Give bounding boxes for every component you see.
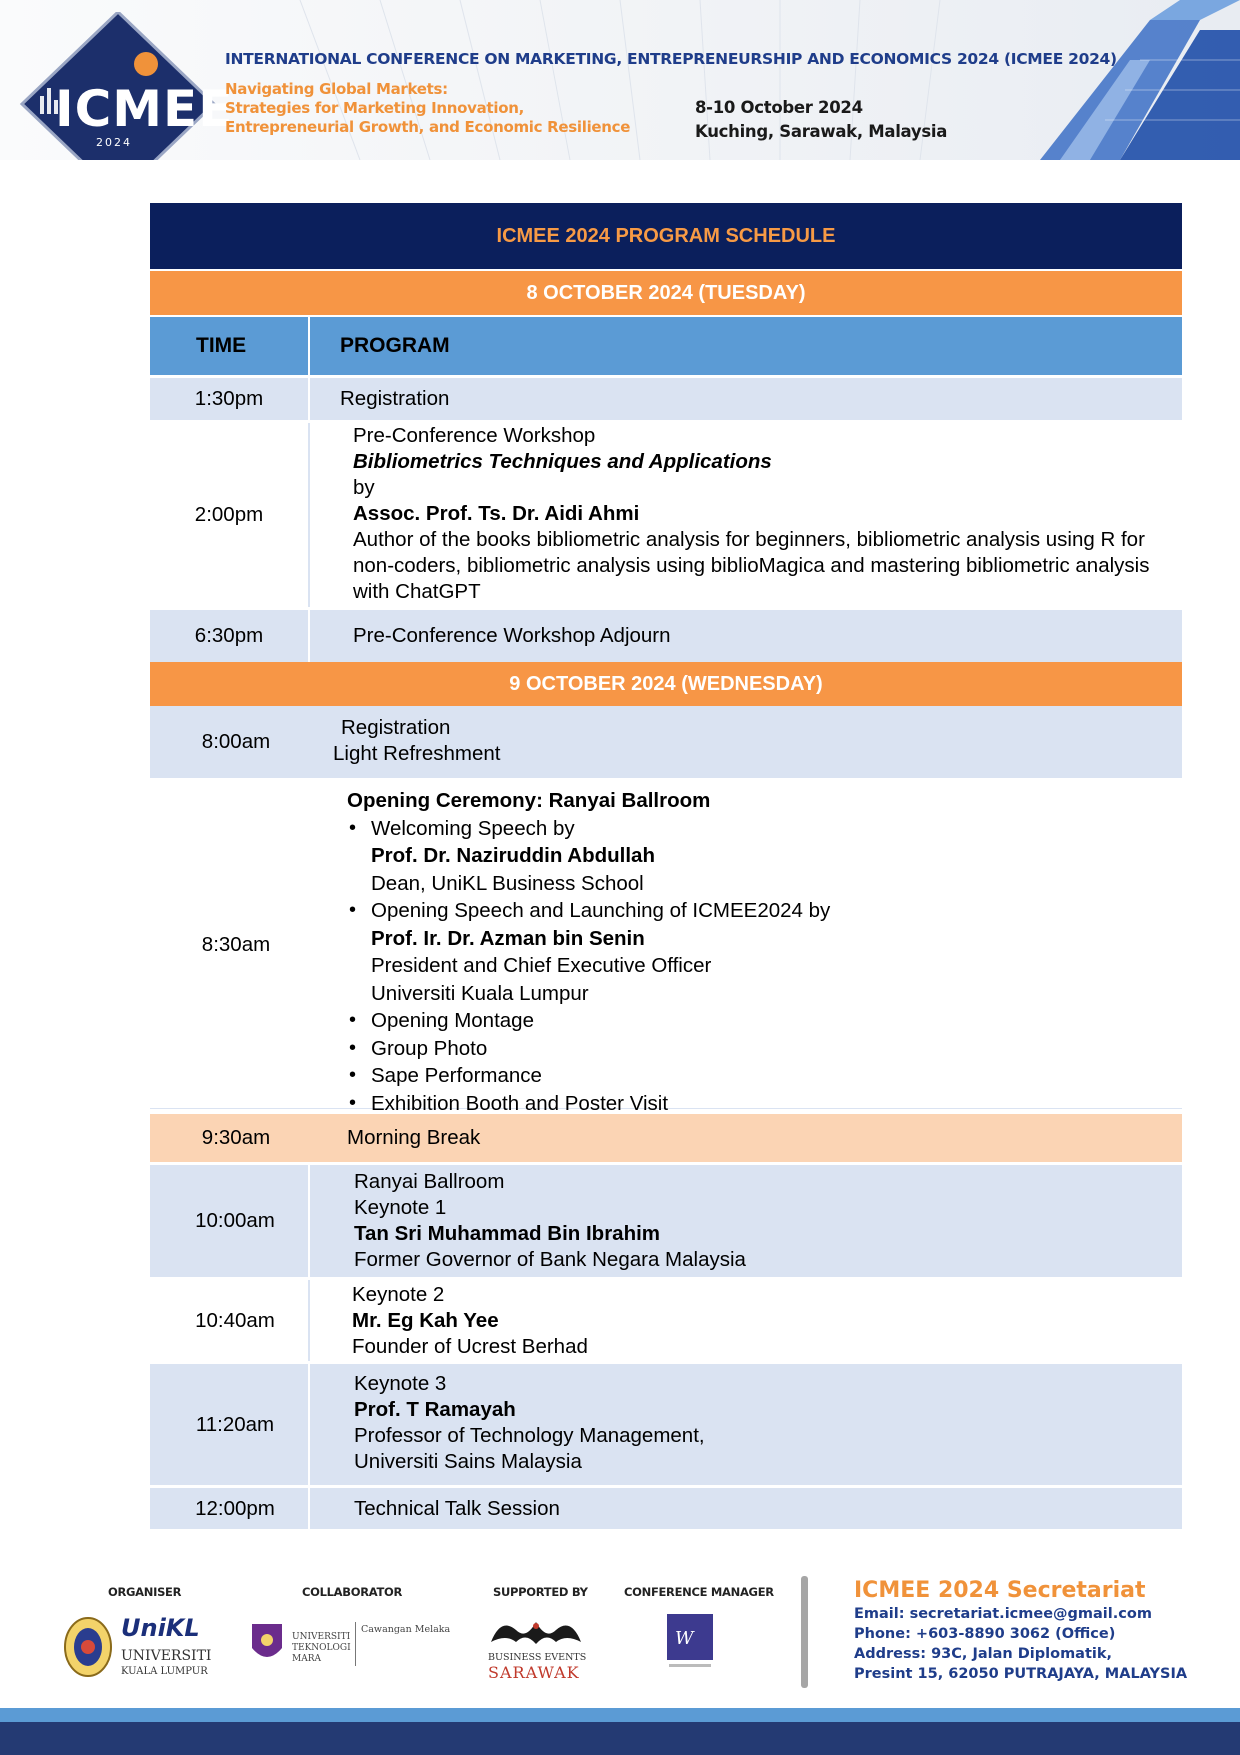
row-program	[310, 1364, 1182, 1485]
secretariat-title: ICMEE 2024 Secretariat	[854, 1578, 1146, 1603]
list-item: • Exhibition Booth and Poster Visit	[371, 1090, 1162, 1118]
row-time: 12:00pm	[150, 1488, 310, 1529]
conference-header	[0, 0, 1240, 160]
logo-year: 2024	[96, 136, 132, 149]
conference-manager-logo-icon	[665, 1612, 715, 1670]
program-line: Registration	[341, 716, 451, 739]
secretariat-address-line1: Address: 93C, Jalan Diplomatik,	[854, 1646, 1113, 1662]
conference-manager-label: CONFERENCE MANAGER	[624, 1585, 774, 1599]
theme-line-3: Entrepreneurial Growth, and Economic Resilience	[225, 118, 631, 136]
opening-ceremony-heading: Opening Ceremony: Ranyai Ballroom	[347, 789, 711, 812]
theme-line-2: Strategies for Marketing Innovation,	[225, 99, 524, 117]
speaker-role: Former Governor of Bank Negara Malaysia	[354, 1248, 746, 1271]
program-line: Ranyai Ballroom	[354, 1170, 505, 1193]
workshop-title: Bibliometrics Techniques and Applications	[353, 450, 772, 473]
row-program	[310, 1165, 1182, 1277]
bes-line1: BUSINESS EVENTS	[488, 1652, 587, 1663]
secretariat-email: Email: secretariat.icmee@gmail.com	[854, 1606, 1152, 1622]
table-row	[150, 1361, 1182, 1485]
row-program: Technical Talk Session	[354, 1496, 560, 1520]
day-band-wednesday: 9 OCTOBER 2024 (WEDNESDAY)	[150, 662, 1182, 706]
speaker-role: President and Chief Executive Officer	[371, 954, 712, 977]
opening-ceremony-list	[347, 815, 1162, 1118]
logo-divider	[355, 1622, 356, 1666]
secretariat-address-line2: Presint 15, 62050 PUTRAJAYA, MALAYSIA	[854, 1666, 1188, 1682]
program-line: Keynote 3	[354, 1372, 447, 1395]
program-line: Light Refreshment	[333, 742, 501, 765]
day-band-tuesday: 8 OCTOBER 2024 (TUESDAY)	[150, 269, 1182, 315]
speaker-name: Prof. Dr. Naziruddin Abdullah	[371, 844, 655, 867]
uitm-name-line1: UNIVERSITI	[292, 1632, 351, 1642]
speaker-name: Tan Sri Muhammad Bin Ibrahim	[354, 1222, 661, 1245]
schedule-title: ICMEE 2024 PROGRAM SCHEDULE	[150, 203, 1182, 269]
row-time: 2:00pm	[150, 423, 310, 607]
uitm-name-line3: MARA	[292, 1654, 321, 1664]
theme-line-1: Navigating Global Markets:	[225, 80, 448, 98]
list-item: • Group Photo	[371, 1035, 1162, 1063]
table-row	[150, 375, 1182, 420]
list-item: • Welcoming Speech by	[371, 815, 1162, 843]
column-header-row	[150, 315, 1182, 375]
conference-title: INTERNATIONAL CONFERENCE ON MARKETING, ENTREPRENEURSHIP AND ECONOMICS 2024 (ICMEE 2024)	[225, 50, 1117, 68]
row-time: 10:00am	[150, 1165, 310, 1277]
uitm-name-line2: TEKNOLOGI	[292, 1643, 351, 1653]
table-row	[150, 420, 1182, 607]
speaker-role: Founder of Ucrest Berhad	[352, 1335, 588, 1358]
table-row	[150, 1162, 1182, 1277]
collaborator-label: COLLABORATOR	[302, 1585, 403, 1599]
uitm-branch: Cawangan Melaka	[361, 1624, 451, 1635]
table-row	[150, 1277, 1182, 1361]
row-time: 9:30am	[201, 1126, 271, 1149]
speaker-name: Prof. T Ramayah	[354, 1398, 516, 1421]
list-item: • Sape Performance	[371, 1062, 1162, 1090]
business-events-sarawak-logo	[482, 1612, 592, 1682]
list-item: • Opening Montage	[371, 1007, 1162, 1035]
row-time: 11:20am	[150, 1364, 310, 1485]
row-time: 6:30pm	[150, 610, 310, 662]
row-program: Registration	[340, 387, 450, 410]
program-line: Keynote 2	[352, 1283, 445, 1306]
svg-text:W: W	[675, 1628, 694, 1649]
table-row	[150, 706, 1182, 778]
footer-bar-light	[0, 1708, 1240, 1722]
row-program	[310, 1280, 1182, 1361]
conference-date-range: 8-10 October 2024	[695, 98, 863, 117]
row-program: Morning Break	[347, 1126, 481, 1149]
footer-divider	[801, 1576, 808, 1688]
conference-dates	[695, 96, 947, 144]
speaker-role: Dean, UniKL Business School	[371, 871, 644, 895]
unikl-logo	[63, 1612, 223, 1682]
row-program: Pre-Conference Workshop Adjourn	[353, 624, 671, 647]
row-program	[310, 706, 1182, 778]
sarawak-motif-icon	[486, 1612, 586, 1648]
table-row	[150, 778, 1182, 1115]
speaker-role: Professor of Technology Management,	[354, 1424, 705, 1447]
unikl-wordmark: UniKL	[121, 1614, 200, 1642]
bes-line2: SARAWAK	[488, 1663, 580, 1682]
table-row	[150, 607, 1182, 662]
row-program	[310, 781, 1182, 1115]
column-header-time: TIME	[150, 317, 310, 375]
speaker-name: Assoc. Prof. Ts. Dr. Aidi Ahmi	[353, 502, 640, 525]
speaker-name: Prof. Ir. Dr. Azman bin Senin	[371, 926, 645, 950]
secretariat-phone: Phone: +603-8890 3062 (Office)	[854, 1626, 1116, 1642]
program-line: Pre-Conference Workshop	[353, 424, 596, 447]
row-time: 10:40am	[150, 1280, 310, 1361]
row-time: 1:30pm	[150, 378, 310, 420]
unikl-name-line1: UNIVERSITI	[121, 1648, 212, 1664]
header-building-graphic-icon	[1000, 0, 1240, 160]
uitm-crest-icon	[250, 1622, 284, 1666]
speaker-role: Universiti Sains Malaysia	[354, 1450, 582, 1473]
program-schedule-table	[150, 203, 1182, 1529]
column-header-program: PROGRAM	[340, 334, 450, 357]
conference-theme	[225, 80, 630, 137]
row-time: 8:00am	[201, 730, 271, 753]
logo-text: ICMEE	[55, 80, 234, 138]
program-line: Keynote 1	[354, 1196, 447, 1219]
program-line: by	[353, 476, 375, 499]
list-item: • Opening Speech and Launching of ICMEE2024 by	[371, 897, 1162, 925]
conference-location: Kuching, Sarawak, Malaysia	[695, 122, 948, 141]
footer-bar-dark	[0, 1722, 1240, 1755]
speaker-description: Author of the books bibliometric analysis for beginners, bibliometric analysis using R for non-coders, bibliometric analysis using biblioMagica and mastering bibliometric analysis with ChatGPT	[353, 528, 1150, 603]
row-time: 8:30am	[201, 932, 271, 956]
speaker-role: Universiti Kuala Lumpur	[371, 981, 589, 1005]
row-program	[310, 423, 1182, 607]
organiser-label: ORGANISER	[108, 1585, 182, 1599]
uitm-logo	[250, 1618, 450, 1678]
table-row	[150, 1485, 1182, 1529]
unikl-name-line2: KUALA LUMPUR	[121, 1666, 208, 1677]
supported-by-label: SUPPORTED BY	[493, 1585, 588, 1599]
speaker-name: Mr. Eg Kah Yee	[352, 1309, 499, 1332]
unikl-crest-icon	[63, 1616, 113, 1678]
